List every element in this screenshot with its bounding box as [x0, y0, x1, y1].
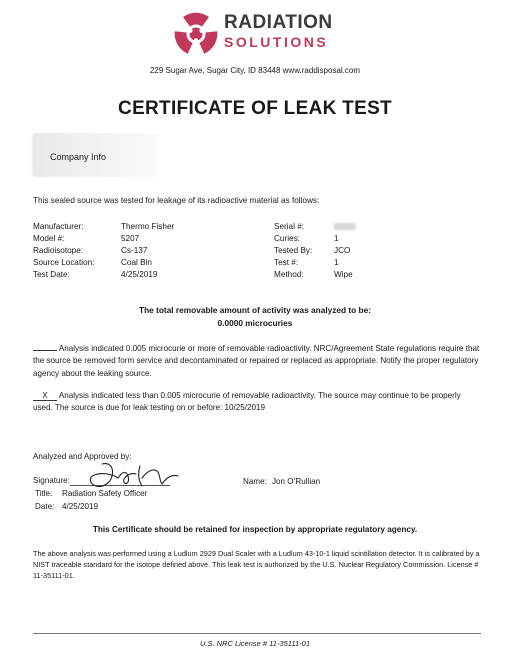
radioisotope-label: Radioisotope:	[33, 246, 84, 255]
footer-divider	[33, 633, 481, 634]
logo-text-radiation: RADIATION	[224, 12, 333, 33]
name-label: Name:	[243, 477, 267, 486]
logo-text-solutions: SOLUTIONS	[224, 34, 329, 50]
test-date-value: 4/25/2019	[121, 270, 158, 279]
company-logo	[174, 12, 344, 56]
source-location-value: Coal Bin	[121, 258, 152, 267]
company-address: 229 Sugar Ave, Sugar City, ID 83448 www.raddisposal.com	[149, 66, 361, 75]
radiation-trefoil-icon	[174, 12, 218, 56]
retain-notice: This Certificate should be retained for inspection by appropriate regulatory agency.	[92, 525, 418, 534]
license-footer: U.S. NRC License # 11-35111-01	[199, 639, 311, 648]
model-value: 5207	[121, 234, 140, 243]
title-label: Title:	[35, 489, 53, 498]
source-location-label: Source Location:	[33, 258, 95, 267]
certificate-title: CERTIFICATE OF LEAK TEST	[118, 98, 392, 119]
test-number-value: 1	[334, 258, 339, 267]
manufacturer-label: Manufacturer:	[33, 222, 84, 231]
serial-redaction	[334, 223, 356, 230]
option-leak	[33, 341, 481, 380]
company-info-label: Company Info	[50, 152, 107, 162]
option-pass-text: Analysis indicated less than 0.005 microcurie of removable radioactivity. The source may continue to be properly used. The source is due for leak testing on or before: 10/25/2019	[33, 391, 461, 413]
intro-text: This sealed source was tested for leakage of its radioactive material as follows:	[33, 196, 320, 205]
method-value: Wipe	[334, 270, 353, 279]
curies-label: Curies:	[274, 234, 300, 243]
calibration-paragraph: The above analysis was performed using a Ludlum 2929 Dual Scaler with a Ludlum 43-10-1 liquid scintillation detector. It is calibrated by a NIST traceable standard for the isotope defined above. This leak test is authorized by the U.S. Nuclear Regulatory Commission. License # 11-35111-01.	[33, 549, 480, 580]
title-value: Radiation Safety Officer	[62, 489, 148, 498]
serial-label: Serial #:	[274, 222, 305, 231]
option-pass	[33, 390, 481, 415]
result-amount: 0.0000 microcuries	[217, 318, 293, 328]
tested-by-value: JCO	[334, 246, 351, 255]
manufacturer-value: Thermo Fisher	[121, 222, 175, 231]
date-value: 4/25/2019	[62, 502, 99, 511]
test-date-label: Test Date:	[33, 270, 70, 279]
option-pass-checkbox[interactable]: X	[33, 391, 57, 401]
approval-heading: Analyzed and Approved by:	[33, 452, 132, 461]
model-label: Model #:	[33, 234, 65, 243]
curies-value: 1	[334, 234, 339, 243]
signature-label: Signature:	[33, 476, 70, 485]
method-label: Method:	[274, 270, 304, 279]
test-number-label: Test #:	[274, 258, 299, 267]
option-leak-checkbox[interactable]	[33, 341, 57, 351]
result-heading: The total removable amount of activity was analyzed to be:	[139, 305, 371, 315]
option-leak-text: Analysis indicated 0.005 microcurie or more of removable radioactivity. NRC/Agreement State regulations require that the source be removed form service and decontaminated or repaired or replaced as appropriate. Notify the proper regulatory agency about the leaking source.	[33, 344, 480, 378]
radioisotope-value: Cs-137	[121, 246, 148, 255]
tested-by-label: Tested By:	[274, 246, 313, 255]
name-value: Jon O’Rullian	[272, 477, 321, 486]
date-label: Date:	[35, 502, 55, 511]
